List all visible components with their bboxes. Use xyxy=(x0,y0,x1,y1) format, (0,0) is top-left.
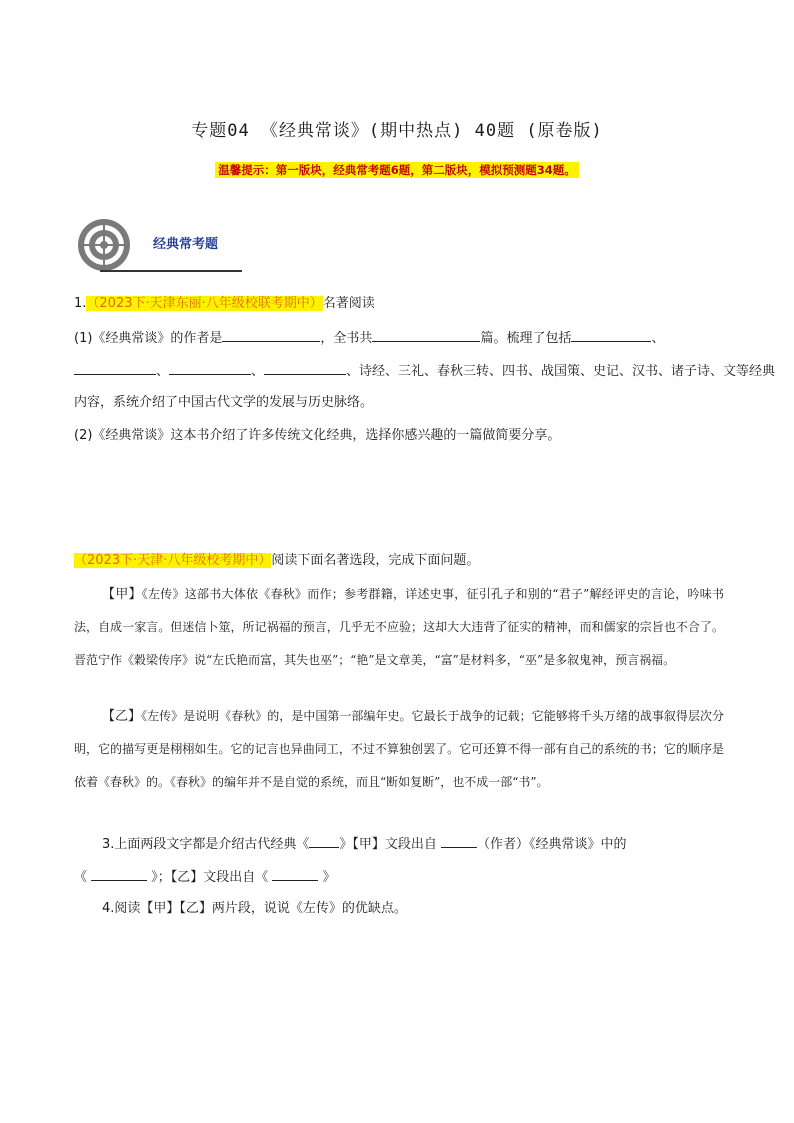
question-3-line2 xyxy=(74,866,724,888)
answer-blank[interactable] xyxy=(169,360,251,375)
text-run: 、 xyxy=(251,364,265,379)
passage-text: 《左传》这部书大体依《春秋》而作；参考群籍，详述史事，征引孔子和别的“君子”解经评史的言论，吟味书法，自成一家言。但迷信卜筮，所记祸福的预言，几乎无不应验；这却大大违背了征实的精神，而和儒家的宗旨也不合了。晋范宁作《穀梁传序》说“左氏艳而富，其失也巫”；“艳”是文章美，“富”是材料多，“巫”是多叙鬼神，预言祸福。 xyxy=(74,587,724,667)
answer-blank[interactable] xyxy=(571,327,651,342)
answer-blank[interactable] xyxy=(272,866,318,881)
tip-banner: 温馨提示：第一版块，经典常考题6题，第二版块，模拟预测题34题。 xyxy=(215,162,579,178)
answer-blank[interactable] xyxy=(372,327,480,342)
text-run: 》；【乙】文段出自《 xyxy=(147,870,273,885)
page-title: 专题04 《经典常谈》(期中热点) 40题 (原卷版) xyxy=(191,121,603,141)
question-heading: 阅读下面名著选段，完成下面问题。 xyxy=(271,553,480,568)
text-run: 、 xyxy=(156,364,170,379)
answer-blank[interactable] xyxy=(264,360,346,375)
answer-blank[interactable] xyxy=(91,866,147,881)
answer-blank[interactable] xyxy=(222,327,320,342)
passage-label: 【甲】 xyxy=(102,587,142,602)
question-source: （2023下·天津东丽·八年级校联考期中） xyxy=(86,296,323,311)
question-1-heading xyxy=(74,294,724,314)
text-run: ，全书共 xyxy=(320,331,373,346)
question-1-part1-line2 xyxy=(74,360,776,382)
section-header xyxy=(78,219,248,275)
section-underline xyxy=(100,270,242,272)
tip-row xyxy=(0,159,794,178)
question-1-part1-line3: 内容，系统介绍了中国古代文学的发展与历史脉络。 xyxy=(74,395,374,410)
question-source: （2023下·天津·八年级校考期中） xyxy=(74,553,272,568)
passage-label: 【乙】 xyxy=(102,709,142,724)
question-2-heading xyxy=(74,551,724,571)
text-run: 3.上面两段文字都是介绍古代经典《 xyxy=(102,837,310,852)
text-run: 、 xyxy=(651,331,665,346)
target-icon xyxy=(78,219,130,271)
question-heading: 名著阅读 xyxy=(322,296,375,311)
question-4: 4.阅读【甲】【乙】两片段，说说《左传》的优缺点。 xyxy=(102,901,407,916)
passage-yi xyxy=(74,700,724,832)
text-run: 篇。梳理了包括 xyxy=(480,331,572,346)
text-run: 》【甲】文段出自 xyxy=(339,837,442,852)
answer-blank[interactable] xyxy=(309,833,339,848)
text-run: 》 xyxy=(318,870,336,885)
passage-jia xyxy=(74,578,724,712)
text-run: 《 xyxy=(74,870,92,885)
question-3-line1 xyxy=(102,833,752,855)
answer-blank[interactable] xyxy=(441,833,477,848)
answer-blank[interactable] xyxy=(74,360,156,375)
question-1-part2: (2)《经典常谈》这本书介绍了许多传统文化经典，选择你感兴趣的一篇做简要分享。 xyxy=(74,428,561,443)
passage-text: 《左传》是说明《春秋》的，是中国第一部编年史。它最长于战争的记载；它能够将千头万绪的战事叙得层次分明，它的描写更是栩栩如生。它的记言也异曲同工，不过不算独创罢了。它可还算不得一部有自己的系统的书；它的顺序是依着《春秋》的。《春秋》的编年并不是自觉的系统，而且“断如复断”，也不成一部“书”。 xyxy=(74,709,724,789)
text-run: 、诗经、三礼、春秋三转、四书、战国策、史记、汉书、诸子诗、文等经典 xyxy=(346,364,776,379)
question-1-part1-line1 xyxy=(74,327,724,349)
text-run: （作者）《经典常谈》中的 xyxy=(477,837,627,852)
text-run: (1)《经典常谈》的作者是 xyxy=(74,331,223,346)
section-title: 经典常考题 xyxy=(153,237,219,252)
question-number: 1. xyxy=(74,296,87,311)
